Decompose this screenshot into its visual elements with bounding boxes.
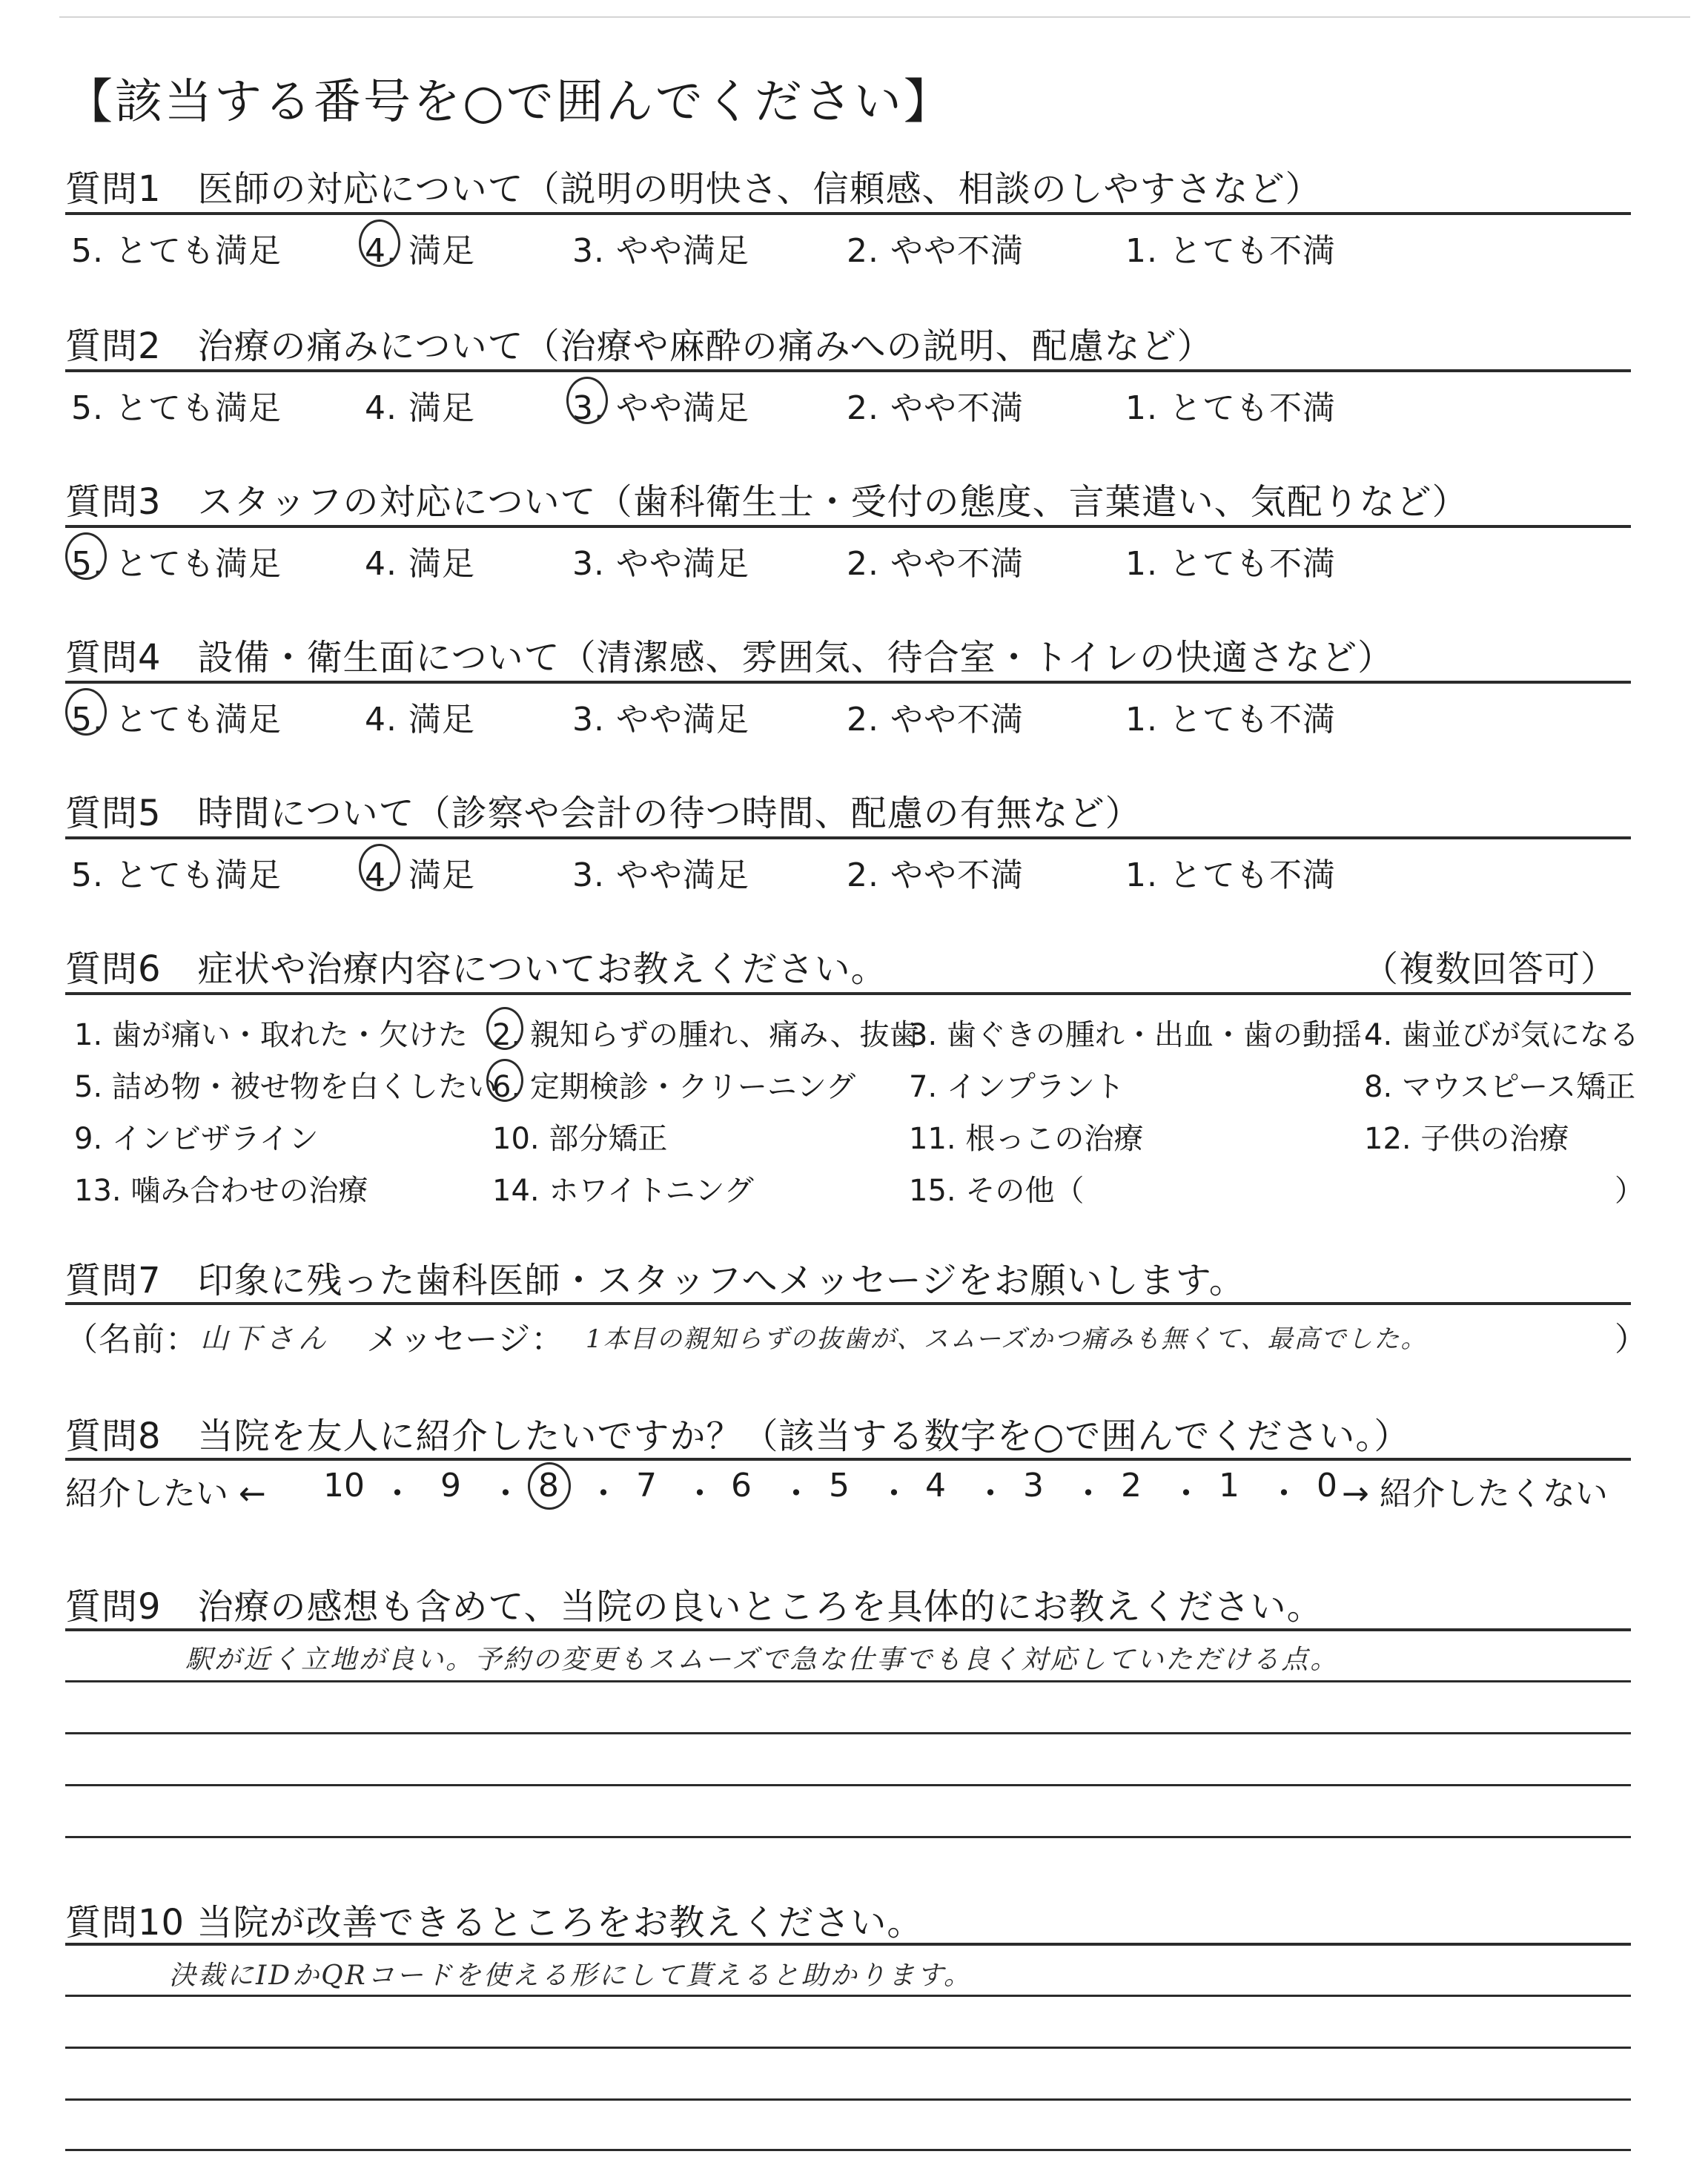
q8-value-2[interactable]: 2 [1121, 1467, 1142, 1505]
q2-option-3[interactable]: 3. やや満足 [572, 381, 749, 429]
q6-item-13[interactable]: 13. 噛み合わせの治療 [74, 1174, 368, 1208]
q9-answer-line [65, 1680, 1631, 1682]
question-2-title: 質問2 治療の痛みについて（治療や麻酔の痛みへの説明、配慮など） [65, 326, 1214, 367]
question-8-rule [65, 1458, 1631, 1461]
question-6-rule [65, 992, 1631, 995]
q6-item-7[interactable]: 7. インプラント [909, 1070, 1125, 1104]
q6-item-3[interactable]: 3. 歯ぐきの腫れ・出血・歯の動揺 [909, 1018, 1362, 1052]
q3-selected-circle [65, 532, 107, 580]
question-3-title: 質問3 スタッフの対応について（歯科衛生士・受付の態度、言葉遣い、気配りなど） [65, 481, 1469, 523]
q10-answer-line [65, 2047, 1631, 2049]
q10-answer-line [65, 2098, 1631, 2101]
q7-message-label: メッセージ： [366, 1321, 565, 1358]
q8-dot: ・ [587, 1475, 620, 1513]
q1-option-5[interactable]: 5. とても満足 [71, 232, 282, 270]
q8-dot: ・ [1170, 1475, 1202, 1513]
question-6-note: （複数回答可） [1363, 948, 1618, 990]
q3-option-1[interactable]: 1. とても不満 [1125, 545, 1336, 583]
q8-dot: ・ [489, 1475, 522, 1513]
question-10-rule [65, 1943, 1631, 1946]
question-4-rule [65, 681, 1631, 684]
q6-item-9[interactable]: 9. インビザライン [74, 1122, 319, 1156]
q8-dot: ・ [1072, 1475, 1105, 1513]
q8-dot: ・ [780, 1475, 812, 1513]
q6-item-10[interactable]: 10. 部分矯正 [492, 1122, 668, 1156]
q5-option-4[interactable]: 4. 満足 [365, 848, 475, 896]
q1-option-2[interactable]: 2. やや不満 [847, 232, 1024, 270]
q8-dot: ・ [878, 1475, 910, 1513]
q3-option-4[interactable]: 4. 満足 [365, 545, 475, 583]
q3-option-5[interactable]: 5. とても満足 [71, 537, 282, 584]
q9-answer-line [65, 1836, 1631, 1838]
q5-selected-circle [359, 844, 400, 891]
question-7-rule [65, 1302, 1631, 1305]
q2-selected-circle [566, 377, 608, 424]
question-10-title: 質問10 当院が改善できるところをお教えください。 [65, 1902, 924, 1943]
q1-option-1[interactable]: 1. とても不満 [1125, 232, 1336, 270]
question-8-title: 質問8 当院を友人に紹介したいですか？（該当する数字を○で囲んでください。） [65, 1416, 1411, 1457]
question-5-rule [65, 836, 1631, 839]
q2-option-2[interactable]: 2. やや不満 [847, 389, 1024, 427]
q6-item-8[interactable]: 8. マウスピース矯正 [1364, 1070, 1636, 1104]
question-1-title: 質問1 医師の対応について（説明の明快さ、信頼感、相談のしやすさなど） [65, 168, 1322, 210]
q5-option-1[interactable]: 1. とても不満 [1125, 856, 1336, 894]
q7-message-value[interactable]: 1本目の親知らずの抜歯が、スムーズかつ痛みも無くて、最高でした。 [586, 1324, 1428, 1354]
instruction-heading: 【該当する番号を○で囲んでください】 [65, 75, 953, 130]
q10-answer-line [65, 1995, 1631, 1997]
top-border [59, 16, 1690, 18]
q3-option-3[interactable]: 3. やや満足 [572, 545, 749, 583]
q2-option-5[interactable]: 5. とても満足 [71, 389, 282, 427]
question-4-title: 質問4 設備・衛生面について（清潔感、雰囲気、待合室・トイレの快適さなど） [65, 637, 1394, 678]
q8-left-label: 紹介したい ← [65, 1475, 266, 1513]
q10-answer[interactable]: 決裁にIDかQRコードを使える形にして貰えると助かります。 [169, 1961, 973, 1991]
q6-item-6[interactable]: 6. 定期検診・クリーニング [492, 1063, 855, 1106]
question-9-rule [65, 1628, 1631, 1631]
q1-selected-circle [359, 219, 400, 267]
q8-value-4[interactable]: 4 [925, 1467, 946, 1505]
q3-option-2[interactable]: 2. やや不満 [847, 545, 1024, 583]
q6-item-5[interactable]: 5. 詰め物・被せ物を白くしたい [74, 1070, 497, 1104]
q8-value-9[interactable]: 9 [440, 1467, 461, 1505]
q6-item-4[interactable]: 4. 歯並びが気になる [1364, 1018, 1639, 1052]
q6-other-close-paren: ） [1615, 1174, 1644, 1208]
q6-item-12[interactable]: 12. 子供の治療 [1364, 1122, 1569, 1156]
q8-right-label: → 紹介したくない [1342, 1475, 1608, 1513]
q6-item-1[interactable]: 1. 歯が痛い・取れた・欠けた [74, 1018, 468, 1052]
q9-answer-line [65, 1784, 1631, 1786]
q8-value-0[interactable]: 0 [1317, 1467, 1337, 1505]
q8-value-1[interactable]: 1 [1219, 1467, 1239, 1505]
question-3-rule [65, 525, 1631, 528]
q8-dot: ・ [1268, 1475, 1300, 1513]
q6-item-2[interactable]: 2. 親知らずの腫れ、痛み、抜歯 [492, 1011, 919, 1054]
question-6-title: 質問6 症状や治療内容についてお教えください。 [65, 948, 887, 990]
q7-close-paren: ） [1615, 1321, 1647, 1358]
q8-value-6[interactable]: 6 [731, 1467, 752, 1505]
q2-option-1[interactable]: 1. とても不満 [1125, 389, 1336, 427]
q8-dot: ・ [974, 1475, 1007, 1513]
question-9-title: 質問9 治療の感想も含めて、当院の良いところを具体的にお教えください。 [65, 1586, 1323, 1628]
q6-item-14[interactable]: 14. ホワイトニング [492, 1174, 754, 1208]
q10-answer-line [65, 2149, 1631, 2151]
q4-option-1[interactable]: 1. とても不満 [1125, 701, 1336, 739]
q7-name-label: （名前： [65, 1321, 199, 1358]
q6-item-15[interactable]: 15. その他（ [909, 1174, 1085, 1208]
q4-option-5[interactable]: 5. とても満足 [71, 693, 282, 740]
q5-option-5[interactable]: 5. とても満足 [71, 856, 282, 894]
question-5-title: 質問5 時間について（診察や会計の待つ時間、配慮の有無など） [65, 793, 1142, 834]
q8-dot: ・ [683, 1475, 716, 1513]
question-2-rule [65, 369, 1631, 372]
q4-option-3[interactable]: 3. やや満足 [572, 701, 749, 739]
q8-dot: ・ [381, 1475, 414, 1513]
q9-answer[interactable]: 駅が近く立地が良い。予約の変更もスムーズで急な仕事でも良く対応していただける点。 [185, 1645, 1340, 1675]
q8-value-10[interactable]: 10 [323, 1467, 365, 1505]
q8-value-8[interactable]: 8 [538, 1467, 559, 1505]
q1-option-4[interactable]: 4. 満足 [365, 224, 475, 271]
q8-value-3[interactable]: 3 [1023, 1467, 1044, 1505]
q4-selected-circle [65, 688, 107, 736]
q5-option-3[interactable]: 3. やや満足 [572, 856, 749, 894]
q1-option-3[interactable]: 3. やや満足 [572, 232, 749, 270]
q9-answer-line [65, 1732, 1631, 1734]
q4-option-2[interactable]: 2. やや不満 [847, 701, 1024, 739]
q8-value-7[interactable]: 7 [636, 1467, 657, 1505]
q6-item-2-selected-circle [486, 1007, 523, 1050]
question-7-title: 質問7 印象に残った歯科医師・スタッフへメッセージをお願いします。 [65, 1260, 1245, 1301]
q8-value-5[interactable]: 5 [829, 1467, 850, 1505]
q4-option-4[interactable]: 4. 満足 [365, 701, 475, 739]
q6-item-6-selected-circle [486, 1059, 523, 1102]
question-1-rule [65, 212, 1631, 215]
q6-item-11[interactable]: 11. 根っこの治療 [909, 1122, 1144, 1156]
q5-option-2[interactable]: 2. やや不満 [847, 856, 1024, 894]
q8-selected-circle [528, 1462, 571, 1510]
q2-option-4[interactable]: 4. 満足 [365, 389, 475, 427]
q7-name-value[interactable]: 山下さん [200, 1322, 331, 1355]
